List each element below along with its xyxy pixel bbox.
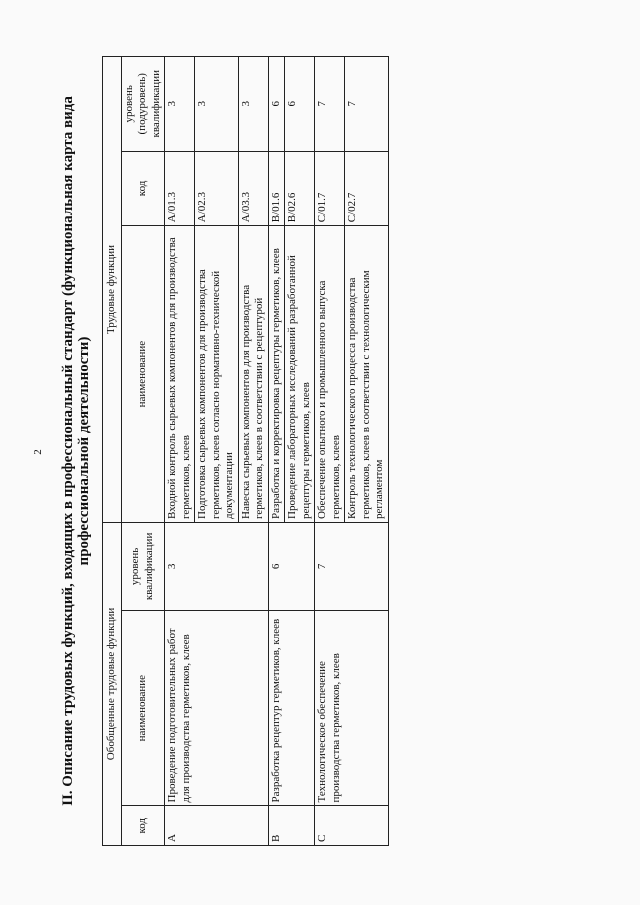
function-code: C/01.7 bbox=[315, 151, 345, 226]
header-name-2: наименование bbox=[121, 226, 165, 523]
function-name: Обеспечение опытного и промышленного выпуска герметиков, клеев bbox=[315, 226, 345, 523]
group-name: Проведение подготовительных работ для производства герметиков, клеев bbox=[165, 610, 269, 806]
section-title-line-2: профессиональной деятельности) bbox=[76, 336, 92, 566]
header-name: наименование bbox=[121, 610, 165, 806]
header-row-groups bbox=[103, 57, 122, 846]
function-code: B/02.6 bbox=[285, 151, 315, 226]
function-name: Проведение лабораторных исследований разработанной рецептуры герметиков, клеев bbox=[285, 226, 315, 523]
function-level: 6 bbox=[268, 57, 285, 152]
function-name: Навеска сырьевых компонентов для производства герметиков, клеев в соответствии с рецептурой bbox=[238, 226, 268, 523]
header-level: уровень квалификации bbox=[121, 522, 165, 610]
group-level: 6 bbox=[268, 522, 315, 610]
table-row bbox=[165, 57, 195, 846]
table-row bbox=[315, 57, 345, 846]
function-code: A/03.3 bbox=[238, 151, 268, 226]
table-row bbox=[268, 57, 285, 846]
header-row-columns bbox=[121, 57, 165, 846]
header-code-2: код bbox=[121, 151, 165, 226]
function-code: A/01.3 bbox=[165, 151, 195, 226]
function-level: 7 bbox=[345, 57, 389, 152]
function-level: 3 bbox=[238, 57, 268, 152]
group-level: 3 bbox=[165, 522, 269, 610]
header-level-2: уровень (подуровень) квалификации bbox=[121, 57, 165, 152]
group-name: Разработка рецептур герметиков, клеев bbox=[268, 610, 315, 806]
group-code: A bbox=[165, 806, 269, 846]
function-name: Подготовка сырьевых компонентов для производства герметиков, клеев согласно нормативно-технической документации bbox=[195, 226, 239, 523]
function-name: Разработка и корректировка рецептуры герметиков, клеев bbox=[268, 226, 285, 523]
section-title-line-1: II. Описание трудовых функций, входящих в профессиональный стандарт (функциональная карта вида bbox=[60, 96, 76, 806]
rotated-page-content bbox=[60, 56, 590, 846]
header-labor-functions: Трудовые функции bbox=[103, 57, 122, 523]
function-level: 3 bbox=[165, 57, 195, 152]
group-name: Технологическое обеспечение производства герметиков, клеев bbox=[315, 610, 389, 806]
function-level: 7 bbox=[315, 57, 345, 152]
function-name: Входной контроль сырьевых компонентов для производства герметиков, клеев bbox=[165, 226, 195, 523]
group-code: C bbox=[315, 806, 389, 846]
function-level: 6 bbox=[285, 57, 315, 152]
function-level: 3 bbox=[195, 57, 239, 152]
function-code: C/02.7 bbox=[345, 151, 389, 226]
section-title bbox=[60, 56, 92, 846]
header-generalized-functions: Обобщенные трудовые функции bbox=[103, 522, 122, 845]
function-code: A/02.3 bbox=[195, 151, 239, 226]
function-code: B/01.6 bbox=[268, 151, 285, 226]
page-number: 2 bbox=[32, 449, 44, 455]
functional-map-table bbox=[102, 56, 389, 846]
function-name: Контроль технологического процесса производства герметиков, клеев в соответствии с технологическим регламентом bbox=[345, 226, 389, 523]
group-code: B bbox=[268, 806, 315, 846]
group-level: 7 bbox=[315, 522, 389, 610]
header-code: код bbox=[121, 806, 165, 846]
